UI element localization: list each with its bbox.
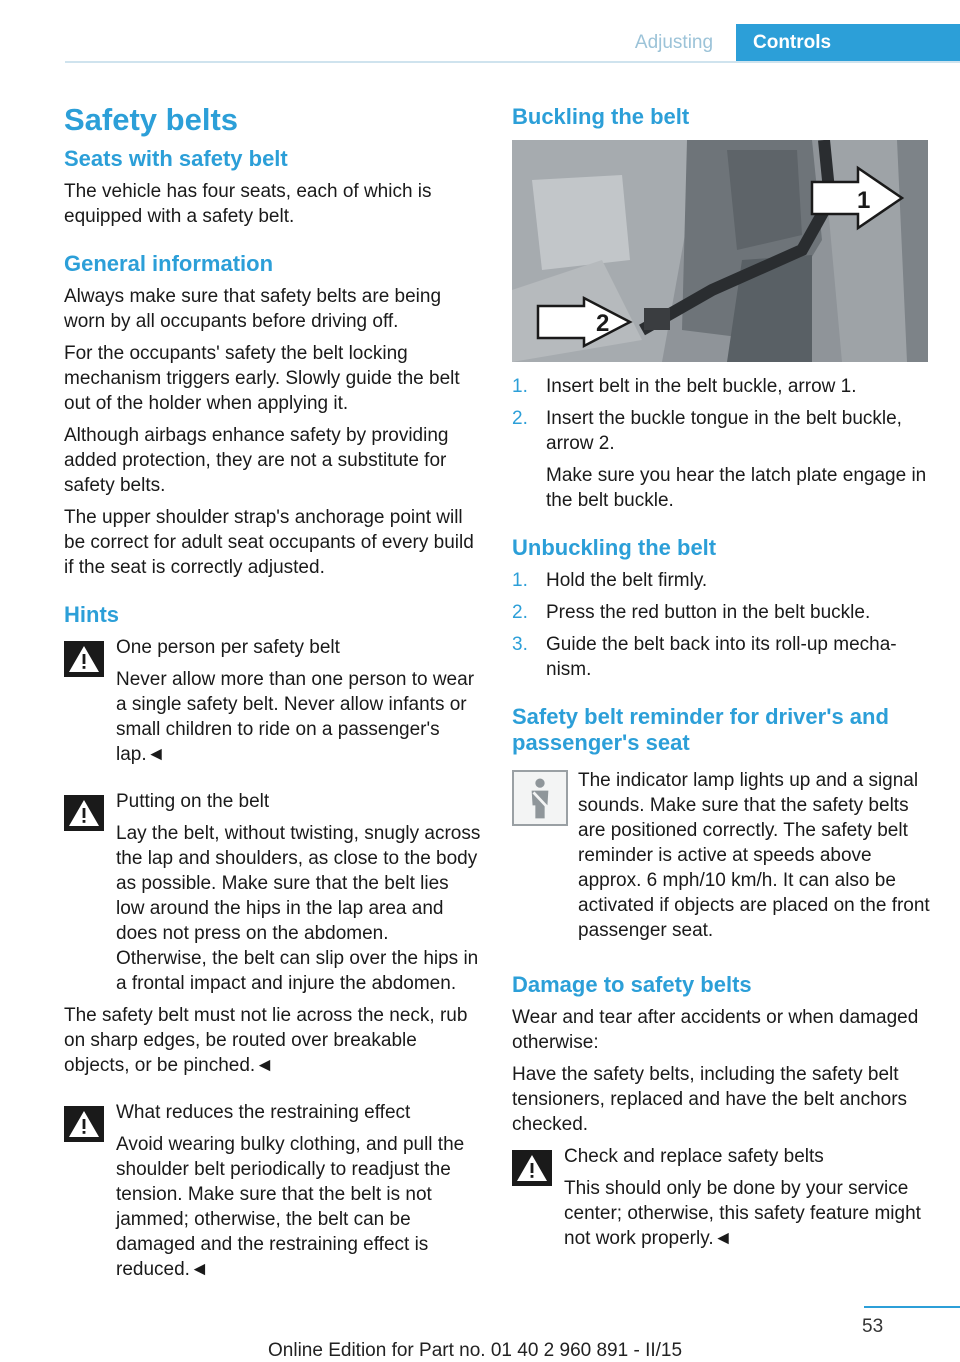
list-item: 2. Press the red button in the belt buckle. <box>512 602 871 623</box>
warning-restraining-effect <box>64 1100 482 1282</box>
callout-2-label: 2 <box>596 310 610 337</box>
belt-reminder-block <box>512 768 930 943</box>
list-item: 1. Hold the belt firmly. <box>512 570 708 591</box>
warning-triangle-icon <box>64 1106 104 1142</box>
warning-check-replace <box>512 1144 930 1251</box>
seatbelt-reminder-icon <box>512 770 568 826</box>
footer-edition: Online Edition for Part no. 01 40 2 960 891 - II/15 <box>268 1340 683 1361</box>
list-item: 2. Insert the buckle tongue in the belt buckle, arrow 2. <box>512 408 902 454</box>
heading-seats-with-safety-belt: Seats with safety belt <box>64 146 288 171</box>
heading-buckling-the-belt: Buckling the belt <box>512 104 690 129</box>
warning-text: The safety belt must not lie across the neck, rub on sharp edges, be routed over breakable objects, or be pinched.◄ <box>64 1005 468 1076</box>
warning-title: Putting on the belt <box>116 791 270 812</box>
page-number: 53 <box>862 1316 884 1337</box>
paragraph: For the occupants' safety the belt locking mechanism triggers early. Slowly guide the belt out of the holder when applying it. <box>64 343 460 414</box>
warning-text: Avoid wearing bulky clothing, and pull the shoulder belt periodically to readjust the tension. Make sure that the belt is not jammed; otherwise, the belt can be damaged and the restraining effect is reduced.◄ <box>116 1134 465 1280</box>
paragraph: Always make sure that safety belts are being worn by all occupants before driving off. <box>64 286 442 332</box>
buckle-note: Make sure you hear the latch plate engage in the belt buckle. <box>546 465 927 511</box>
warning-triangle-icon <box>512 1150 552 1186</box>
right-column <box>512 100 930 1251</box>
warning-putting-on-belt <box>64 789 482 1078</box>
warning-text: This should only be done by your service center; otherwise, this safety feature might not work properly.◄ <box>564 1178 921 1249</box>
paragraph: Wear and tear after accidents or when damaged otherwise: <box>512 1007 919 1053</box>
list-item: 3. Guide the belt back into its roll-up mechanism. <box>512 634 897 680</box>
warning-title: What reduces the restraining effect <box>116 1102 411 1123</box>
heading-damage-to-safety-belts: Damage to safety belts <box>512 972 752 997</box>
warning-title: Check and replace safety belts <box>564 1146 824 1167</box>
warning-triangle-icon <box>64 795 104 831</box>
warning-text: Never allow more than one person to wear a single safety belt. Never allow infants or small children to ride on a passenger's lap.◄ <box>116 669 475 765</box>
paragraph: Although airbags enhance safety by providing added protection, they are not a substitute for safety belts. <box>64 425 449 496</box>
buckle-steps-list <box>512 374 930 456</box>
unbuckle-steps-list <box>512 568 930 682</box>
header-tab-controls: Controls <box>736 24 960 62</box>
header-tab-adjusting: Adjusting <box>634 32 714 53</box>
list-item: 1. Insert belt in the belt buckle, arrow 1. <box>512 376 857 397</box>
warning-title: One person per safety belt <box>116 637 340 658</box>
paragraph: The upper shoulder strap's anchorage point will be correct for adult seat occupants of every build if the seat is correctly adjusted. <box>64 507 474 578</box>
paragraph: Have the safety belts, including the safety belt tensioners, replaced and have the belt anchors checked. <box>512 1064 908 1135</box>
paragraph: The indicator lamp lights up and a signal sounds. Make sure that the safety belts are positioned correctly. The safety belt reminder is active at speeds above approx. 6 mph/10 km/h. It can also be activated if objects are placed on the front passenger seat. <box>578 770 930 941</box>
warning-triangle-icon <box>64 641 104 677</box>
page-title: Safety belts <box>64 102 239 137</box>
heading-safety-belt-reminder: Safety belt reminder for driver's and passenger's seat <box>512 704 889 755</box>
callout-1-label: 1 <box>857 187 871 214</box>
footer-rule <box>864 1306 960 1308</box>
seat-belt-photo <box>512 140 928 362</box>
header-rule <box>65 61 960 63</box>
heading-unbuckling-the-belt: Unbuckling the belt <box>512 535 717 560</box>
left-column <box>64 100 482 1282</box>
heading-hints: Hints <box>64 602 119 627</box>
warning-text: Lay the belt, without twisting, snugly across the lap and shoulders, as close to the body as possible. Make sure that the belt lies low around the hips in the lap area and does not press on the abdomen. Otherwise, the belt can slip over the hips in a frontal impact and injure the abdomen. <box>116 823 481 994</box>
paragraph: The vehicle has four seats, each of which is equipped with a safety belt. <box>64 181 432 227</box>
warning-one-person <box>64 635 482 767</box>
heading-general-information: General information <box>64 251 274 276</box>
